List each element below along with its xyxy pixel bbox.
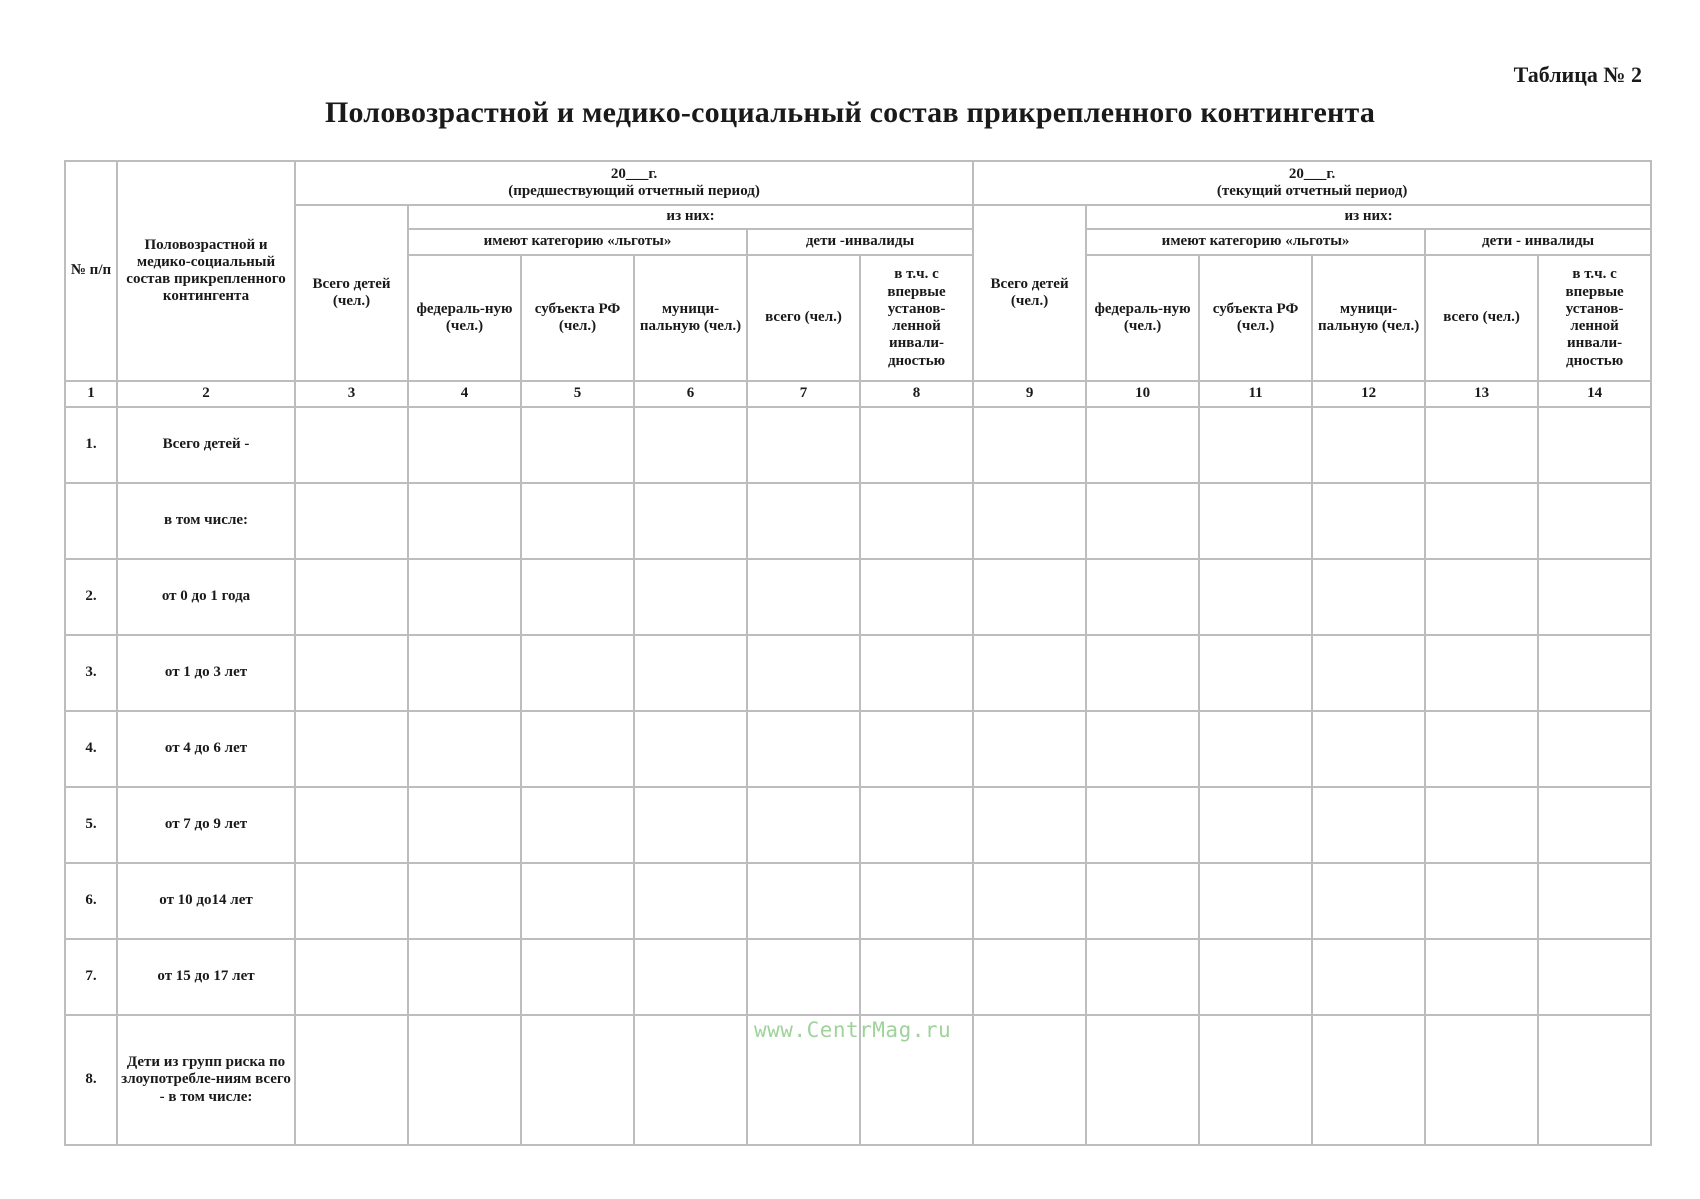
empty-cell[interactable] <box>521 483 634 559</box>
row-number: 2. <box>65 559 117 635</box>
empty-cell[interactable] <box>1425 559 1538 635</box>
empty-cell[interactable] <box>860 711 973 787</box>
empty-cell[interactable] <box>521 1015 634 1145</box>
empty-cell[interactable] <box>1312 711 1425 787</box>
empty-cell[interactable] <box>408 635 521 711</box>
empty-cell[interactable] <box>860 787 973 863</box>
header-category: Половозрастной и медико-социальный состав прикрепленного контингента <box>117 161 295 381</box>
empty-cell[interactable] <box>1425 483 1538 559</box>
row-number: 6. <box>65 863 117 939</box>
row-label: Всего детей - <box>117 407 295 483</box>
empty-cell[interactable] <box>1086 483 1199 559</box>
column-numbers <box>65 381 1651 407</box>
table-row <box>65 483 1651 559</box>
empty-cell[interactable] <box>634 1015 747 1145</box>
empty-cell[interactable] <box>860 939 973 1015</box>
empty-cell[interactable] <box>973 711 1086 787</box>
empty-cell[interactable] <box>1199 787 1312 863</box>
row-label: от 1 до 3 лет <box>117 635 295 711</box>
header-privilege-prev: имеют категорию «льготы» <box>408 229 747 255</box>
empty-cell[interactable] <box>634 407 747 483</box>
empty-cell[interactable] <box>973 635 1086 711</box>
empty-cell[interactable] <box>1312 407 1425 483</box>
period-curr-label: (текущий отчетный период) <box>1216 183 1408 199</box>
empty-cell[interactable] <box>1312 483 1425 559</box>
table-row <box>65 559 1651 635</box>
report-table <box>64 160 1652 1146</box>
empty-cell[interactable] <box>1199 1015 1312 1145</box>
empty-cell[interactable] <box>408 939 521 1015</box>
header-num: № п/п <box>65 161 117 381</box>
column-number: 14 <box>1538 381 1651 407</box>
column-number: 7 <box>747 381 860 407</box>
empty-cell[interactable] <box>408 1015 521 1145</box>
header-of-them-curr: из них: <box>1086 205 1651 229</box>
empty-cell[interactable] <box>1538 939 1651 1015</box>
header-privilege-curr: имеют категорию «льготы» <box>1086 229 1425 255</box>
empty-cell[interactable] <box>747 711 860 787</box>
empty-cell[interactable] <box>973 483 1086 559</box>
header-municipal-curr: муници-пальную (чел.) <box>1312 255 1425 381</box>
empty-cell[interactable] <box>521 787 634 863</box>
empty-cell[interactable] <box>1312 635 1425 711</box>
period-prev-label: (предшествующий отчетный период) <box>508 183 760 199</box>
column-number: 5 <box>521 381 634 407</box>
empty-cell[interactable] <box>1199 483 1312 559</box>
empty-cell[interactable] <box>973 863 1086 939</box>
empty-cell[interactable] <box>747 787 860 863</box>
column-number: 11 <box>1199 381 1312 407</box>
empty-cell[interactable] <box>634 939 747 1015</box>
empty-cell[interactable] <box>1312 1015 1425 1145</box>
empty-cell[interactable] <box>860 483 973 559</box>
column-number: 12 <box>1312 381 1425 407</box>
empty-cell[interactable] <box>1425 1015 1538 1145</box>
empty-cell[interactable] <box>1425 407 1538 483</box>
empty-cell[interactable] <box>295 559 408 635</box>
row-number: 5. <box>65 787 117 863</box>
empty-cell[interactable] <box>1199 407 1312 483</box>
row-number <box>65 483 117 559</box>
column-number: 13 <box>1425 381 1538 407</box>
empty-cell[interactable] <box>1086 407 1199 483</box>
header-total-people-prev: всего (чел.) <box>747 255 860 381</box>
empty-cell[interactable] <box>295 635 408 711</box>
empty-cell[interactable] <box>973 939 1086 1015</box>
empty-cell[interactable] <box>521 863 634 939</box>
column-number: 10 <box>1086 381 1199 407</box>
empty-cell[interactable] <box>1538 635 1651 711</box>
empty-cell[interactable] <box>1199 863 1312 939</box>
empty-cell[interactable] <box>295 1015 408 1145</box>
empty-cell[interactable] <box>1086 1015 1199 1145</box>
row-number: 3. <box>65 635 117 711</box>
empty-cell[interactable] <box>1199 559 1312 635</box>
empty-cell[interactable] <box>1538 483 1651 559</box>
empty-cell[interactable] <box>295 939 408 1015</box>
empty-cell[interactable] <box>521 559 634 635</box>
empty-cell[interactable] <box>1312 939 1425 1015</box>
empty-cell[interactable] <box>521 711 634 787</box>
empty-cell[interactable] <box>521 407 634 483</box>
header-first-time-prev: в т.ч. с впервые установ-ленной инвали-дностью <box>860 255 973 381</box>
empty-cell[interactable] <box>634 483 747 559</box>
header-disabled-prev: дети -инвалиды <box>747 229 973 255</box>
empty-cell[interactable] <box>973 787 1086 863</box>
column-number-row <box>65 381 1651 407</box>
empty-cell[interactable] <box>295 483 408 559</box>
empty-cell[interactable] <box>634 559 747 635</box>
empty-cell[interactable] <box>634 635 747 711</box>
row-label: от 15 до 17 лет <box>117 939 295 1015</box>
empty-cell[interactable] <box>1425 787 1538 863</box>
empty-cell[interactable] <box>1538 787 1651 863</box>
empty-cell[interactable] <box>295 407 408 483</box>
empty-cell[interactable] <box>1538 407 1651 483</box>
header-subject-prev: субъекта РФ (чел.) <box>521 255 634 381</box>
empty-cell[interactable] <box>1425 863 1538 939</box>
table-row <box>65 787 1651 863</box>
empty-cell[interactable] <box>521 939 634 1015</box>
empty-cell[interactable] <box>1538 863 1651 939</box>
header-total-people-curr: всего (чел.) <box>1425 255 1538 381</box>
row-number: 4. <box>65 711 117 787</box>
empty-cell[interactable] <box>408 559 521 635</box>
header-period-curr <box>973 161 1651 205</box>
column-number: 6 <box>634 381 747 407</box>
empty-cell[interactable] <box>1086 635 1199 711</box>
header-of-them-prev: из них: <box>408 205 973 229</box>
empty-cell[interactable] <box>1086 787 1199 863</box>
header-total-prev: Всего детей (чел.) <box>295 205 408 381</box>
empty-cell[interactable] <box>1312 787 1425 863</box>
empty-cell[interactable] <box>408 787 521 863</box>
header-period-prev <box>295 161 973 205</box>
empty-cell[interactable] <box>408 483 521 559</box>
header-disabled-curr: дети - инвалиды <box>1425 229 1651 255</box>
empty-cell[interactable] <box>1086 863 1199 939</box>
empty-cell[interactable] <box>634 863 747 939</box>
column-number: 3 <box>295 381 408 407</box>
empty-cell[interactable] <box>973 407 1086 483</box>
empty-cell[interactable] <box>1086 559 1199 635</box>
empty-cell[interactable] <box>1199 711 1312 787</box>
row-number: 8. <box>65 1015 117 1145</box>
empty-cell[interactable] <box>1425 939 1538 1015</box>
empty-cell[interactable] <box>295 711 408 787</box>
table-row <box>65 407 1651 483</box>
row-label: от 0 до 1 года <box>117 559 295 635</box>
empty-cell[interactable] <box>747 407 860 483</box>
empty-cell[interactable] <box>408 863 521 939</box>
table-number: Таблица № 2 <box>1513 62 1642 87</box>
document-title: Половозрастной и медико-социальный состав прикрепленного контингента <box>324 96 1376 129</box>
table-row <box>65 939 1651 1015</box>
period-curr-year: 20___г. <box>1288 165 1336 182</box>
table-row <box>65 863 1651 939</box>
table-row <box>65 635 1651 711</box>
header-subject-curr: субъекта РФ (чел.) <box>1199 255 1312 381</box>
empty-cell[interactable] <box>1086 711 1199 787</box>
header-federal-curr: федераль-ную (чел.) <box>1086 255 1199 381</box>
period-prev-year: 20___г. <box>610 165 658 182</box>
empty-cell[interactable] <box>973 559 1086 635</box>
empty-cell[interactable] <box>747 635 860 711</box>
empty-cell[interactable] <box>747 939 860 1015</box>
empty-cell[interactable] <box>1199 939 1312 1015</box>
row-label: Дети из групп риска по злоупотребле-ниям всего - в том числе: <box>117 1015 295 1145</box>
empty-cell[interactable] <box>860 559 973 635</box>
table-row <box>65 711 1651 787</box>
header-total-curr: Всего детей (чел.) <box>973 205 1086 381</box>
empty-cell[interactable] <box>1425 711 1538 787</box>
column-number: 9 <box>973 381 1086 407</box>
watermark: www.CentrMag.ru <box>754 1018 952 1042</box>
empty-cell[interactable] <box>860 863 973 939</box>
empty-cell[interactable] <box>1538 711 1651 787</box>
table-header <box>65 161 1651 381</box>
empty-cell[interactable] <box>408 711 521 787</box>
header-federal-prev: федераль-ную (чел.) <box>408 255 521 381</box>
empty-cell[interactable] <box>747 863 860 939</box>
empty-cell[interactable] <box>521 635 634 711</box>
row-number: 1. <box>65 407 117 483</box>
column-number: 8 <box>860 381 973 407</box>
empty-cell[interactable] <box>747 483 860 559</box>
row-label: от 7 до 9 лет <box>117 787 295 863</box>
empty-cell[interactable] <box>408 407 521 483</box>
empty-cell[interactable] <box>295 787 408 863</box>
row-label: от 10 до14 лет <box>117 863 295 939</box>
empty-cell[interactable] <box>1312 863 1425 939</box>
empty-cell[interactable] <box>1312 559 1425 635</box>
empty-cell[interactable] <box>634 787 747 863</box>
empty-cell[interactable] <box>973 1015 1086 1145</box>
row-label: от 4 до 6 лет <box>117 711 295 787</box>
header-first-time-curr: в т.ч. с впервые установ-ленной инвали-дностью <box>1538 255 1651 381</box>
empty-cell[interactable] <box>634 711 747 787</box>
header-municipal-prev: муници-пальную (чел.) <box>634 255 747 381</box>
row-label: в том числе: <box>117 483 295 559</box>
empty-cell[interactable] <box>295 863 408 939</box>
row-number: 7. <box>65 939 117 1015</box>
empty-cell[interactable] <box>1538 559 1651 635</box>
empty-cell[interactable] <box>1199 635 1312 711</box>
column-number: 2 <box>117 381 295 407</box>
empty-cell[interactable] <box>747 559 860 635</box>
empty-cell[interactable] <box>860 407 973 483</box>
empty-cell[interactable] <box>1086 939 1199 1015</box>
empty-cell[interactable] <box>1538 1015 1651 1145</box>
empty-cell[interactable] <box>860 635 973 711</box>
column-number: 4 <box>408 381 521 407</box>
empty-cell[interactable] <box>1425 635 1538 711</box>
column-number: 1 <box>65 381 117 407</box>
